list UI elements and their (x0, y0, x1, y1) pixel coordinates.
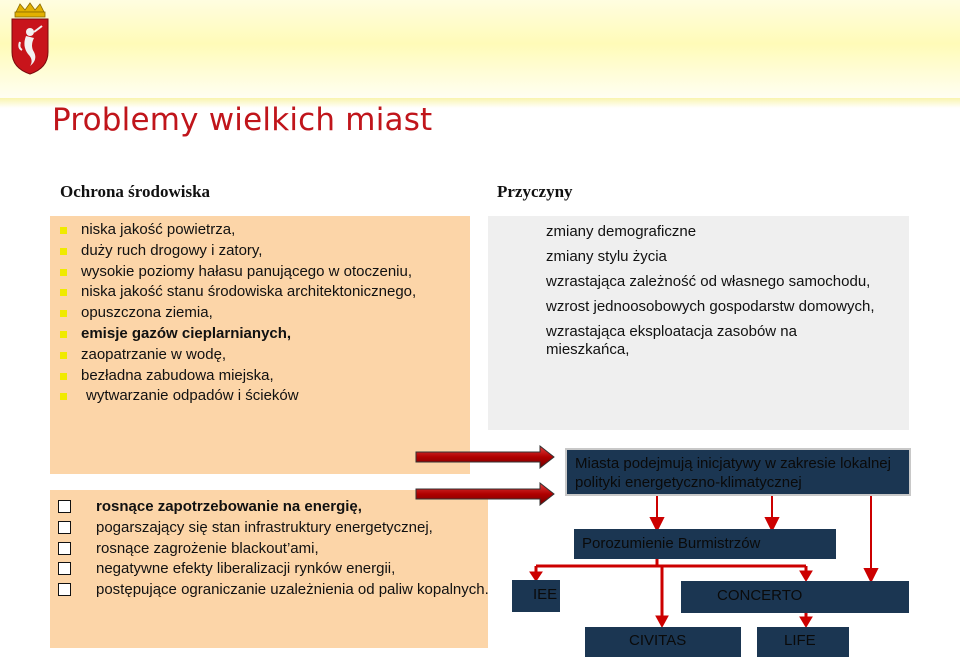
list-item-text: opuszczona ziemia, (81, 304, 213, 322)
list-item (56, 580, 491, 601)
iee-box (512, 580, 560, 612)
warsaw-crest-logo (8, 2, 52, 76)
square-bullet-icon (60, 352, 67, 359)
list-item (56, 497, 491, 518)
concerto-box (681, 581, 909, 613)
list-item-text: rosnące zagrożenie blackout’ami, (96, 539, 319, 557)
list-item: wzrastająca zależność od własnego samochodu, (546, 273, 871, 290)
square-bullet-icon (60, 248, 67, 255)
list-item-text: duży ruch drogowy i zatory, (81, 241, 263, 259)
checkbox-bullet-icon (58, 521, 71, 534)
list-item (56, 386, 486, 407)
list-item-text: pogarszający się stan infrastruktury energetycznej, (96, 518, 433, 536)
list-item-text: niska jakość powietrza, (81, 221, 236, 238)
checkbox-bullet-icon (58, 562, 71, 575)
page-title: Problemy wielkich miast (52, 102, 433, 138)
down-arrow-icon (766, 496, 778, 530)
list-item (56, 241, 481, 262)
down-arrow-icon (865, 496, 877, 581)
square-bullet-icon (60, 310, 67, 317)
checkbox-bullet-icon (58, 583, 71, 596)
square-bullet-icon (60, 331, 67, 338)
list-item-text: niska jakość stanu środowiska architektonicznego, (81, 283, 417, 301)
down-arrow-icon (651, 496, 663, 530)
life-box (757, 627, 849, 657)
list-item-text: wysokie poziomy hałasu panującego w otoczeniu, (81, 262, 413, 280)
list-item (56, 345, 481, 366)
list-item-text: rosnące zapotrzebowanie na energię, (96, 498, 362, 515)
list-item (56, 282, 481, 303)
list-item (56, 539, 491, 560)
heading-causes: Przyczyny (497, 182, 573, 201)
environment-list (56, 220, 486, 407)
civitas-label: CIVITAS (629, 632, 687, 649)
energy-list (56, 497, 491, 601)
civitas-box (585, 627, 741, 657)
causes-list (546, 223, 876, 366)
list-item (56, 559, 491, 580)
list-item: zmiany demograficzne (546, 223, 697, 240)
list-item: zmiany stylu życia (546, 248, 667, 265)
cities-initiatives-box (565, 448, 911, 496)
list-item: wzrastająca eksploatacja zasobów na mieszkańca, (546, 323, 797, 358)
list-item (56, 262, 481, 283)
list-item-text: negatywne efekty liberalizacji rynków energii, (96, 560, 396, 578)
list-item-text: wytwarzanie odpadów i ścieków (86, 387, 299, 405)
square-bullet-icon (60, 393, 67, 400)
heading-environment: Ochrona środowiska (60, 182, 211, 201)
concerto-label: CONCERTO (717, 587, 803, 604)
covenant-of-mayors-label: Porozumienie Burmistrzów (582, 535, 761, 552)
checkbox-bullet-icon (58, 500, 71, 513)
life-label: LIFE (784, 632, 816, 649)
list-item-text: zaopatrzanie w wodę, (81, 345, 227, 363)
list-item: wzrost jednoosobowych gospodarstw domowych, (546, 298, 875, 315)
list-item (56, 324, 481, 345)
list-item (56, 366, 481, 387)
list-item (56, 220, 481, 241)
square-bullet-icon (60, 227, 67, 234)
cities-initiatives-text: Miasta podejmują inicjatywy w zakresie lokalnej polityki energetyczno-klimatycznej (575, 455, 891, 491)
list-item (56, 518, 491, 539)
header-band (0, 0, 960, 110)
list-item-text: bezładna zabudowa miejska, (81, 366, 274, 384)
list-item-text: emisje gazów cieplarnianych, (81, 324, 292, 342)
square-bullet-icon (60, 289, 67, 296)
checkbox-bullet-icon (58, 542, 71, 555)
list-item (56, 303, 481, 324)
square-bullet-icon (60, 373, 67, 380)
iee-label: IEE (533, 586, 558, 603)
covenant-of-mayors-box (574, 529, 836, 559)
square-bullet-icon (60, 269, 67, 276)
list-item-text: postępujące ograniczanie uzależnienia od paliw kopalnych. (96, 581, 489, 599)
